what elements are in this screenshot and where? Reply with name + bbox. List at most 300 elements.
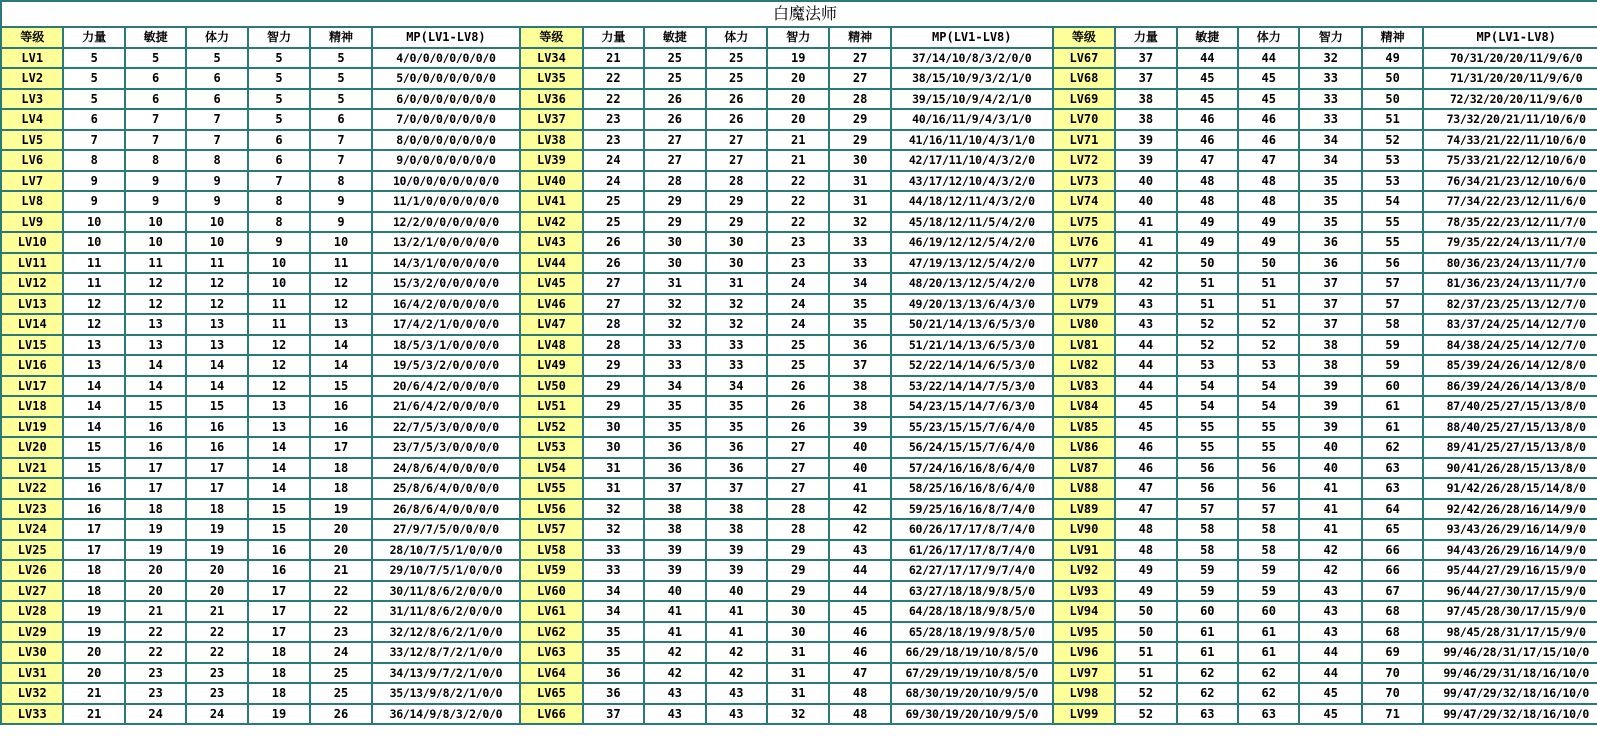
- stat-cell[interactable]: 43: [829, 540, 890, 561]
- column-header[interactable]: 力量: [1115, 27, 1176, 48]
- mp-cell[interactable]: 57/24/16/16/8/6/4/0: [891, 458, 1053, 479]
- stat-cell[interactable]: 14: [125, 355, 186, 376]
- level-cell[interactable]: LV84: [1053, 396, 1115, 417]
- stat-cell[interactable]: 10: [248, 253, 310, 274]
- stat-cell[interactable]: 17: [186, 478, 247, 499]
- stat-cell[interactable]: 59: [1362, 335, 1423, 356]
- stat-cell[interactable]: 15: [310, 376, 371, 397]
- mp-cell[interactable]: 4/0/0/0/0/0/0/0: [372, 48, 521, 69]
- column-header[interactable]: MP(LV1-LV8): [891, 27, 1053, 48]
- stat-cell[interactable]: 36: [829, 335, 890, 356]
- stat-cell[interactable]: 63: [1238, 704, 1299, 725]
- mp-cell[interactable]: 73/32/20/21/11/10/6/0: [1423, 109, 1597, 130]
- stat-cell[interactable]: 34: [829, 273, 890, 294]
- level-cell[interactable]: LV10: [1, 232, 63, 253]
- mp-cell[interactable]: 9/0/0/0/0/0/0/0: [372, 150, 521, 171]
- stat-cell[interactable]: 33: [583, 540, 644, 561]
- stat-cell[interactable]: 20: [63, 663, 124, 684]
- stat-cell[interactable]: 37: [1115, 68, 1176, 89]
- level-cell[interactable]: LV46: [520, 294, 582, 315]
- stat-cell[interactable]: 37: [1299, 314, 1361, 335]
- level-cell[interactable]: LV60: [520, 581, 582, 602]
- mp-cell[interactable]: 17/4/2/1/0/0/0/0: [372, 314, 521, 335]
- mp-cell[interactable]: 64/28/18/18/9/8/5/0: [891, 601, 1053, 622]
- stat-cell[interactable]: 30: [767, 601, 829, 622]
- stat-cell[interactable]: 24: [767, 273, 829, 294]
- stat-cell[interactable]: 38: [1299, 355, 1361, 376]
- level-cell[interactable]: LV41: [520, 191, 582, 212]
- stat-cell[interactable]: 31: [583, 458, 644, 479]
- stat-cell[interactable]: 24: [186, 704, 247, 725]
- stat-cell[interactable]: 32: [1299, 48, 1361, 69]
- mp-cell[interactable]: 71/31/20/20/11/9/6/0: [1423, 68, 1597, 89]
- mp-cell[interactable]: 96/44/27/30/17/15/9/0: [1423, 581, 1597, 602]
- stat-cell[interactable]: 11: [248, 314, 310, 335]
- stat-cell[interactable]: 34: [644, 376, 705, 397]
- stat-cell[interactable]: 33: [829, 253, 890, 274]
- stat-cell[interactable]: 47: [1115, 478, 1176, 499]
- stat-cell[interactable]: 18: [186, 499, 247, 520]
- stat-cell[interactable]: 70: [1362, 663, 1423, 684]
- level-cell[interactable]: LV73: [1053, 171, 1115, 192]
- stat-cell[interactable]: 27: [829, 68, 890, 89]
- stat-cell[interactable]: 39: [644, 540, 705, 561]
- level-cell[interactable]: LV97: [1053, 663, 1115, 684]
- stat-cell[interactable]: 29: [706, 212, 767, 233]
- stat-cell[interactable]: 20: [125, 581, 186, 602]
- stat-cell[interactable]: 55: [1177, 417, 1238, 438]
- stat-cell[interactable]: 12: [186, 294, 247, 315]
- stat-cell[interactable]: 32: [767, 704, 829, 725]
- stat-cell[interactable]: 16: [125, 437, 186, 458]
- stat-cell[interactable]: 26: [706, 89, 767, 110]
- mp-cell[interactable]: 88/40/25/27/15/13/8/0: [1423, 417, 1597, 438]
- stat-cell[interactable]: 50: [1362, 89, 1423, 110]
- level-cell[interactable]: LV79: [1053, 294, 1115, 315]
- stat-cell[interactable]: 44: [829, 560, 890, 581]
- stat-cell[interactable]: 26: [310, 704, 371, 725]
- level-cell[interactable]: LV15: [1, 335, 63, 356]
- level-cell[interactable]: LV33: [1, 704, 63, 725]
- stat-cell[interactable]: 17: [248, 622, 310, 643]
- level-cell[interactable]: LV81: [1053, 335, 1115, 356]
- level-cell[interactable]: LV92: [1053, 560, 1115, 581]
- mp-cell[interactable]: 99/47/29/32/18/16/10/0: [1423, 683, 1597, 704]
- stat-cell[interactable]: 25: [644, 68, 705, 89]
- mp-cell[interactable]: 43/17/12/10/4/3/2/0: [891, 171, 1053, 192]
- stat-cell[interactable]: 19: [310, 499, 371, 520]
- stat-cell[interactable]: 48: [1177, 171, 1238, 192]
- stat-cell[interactable]: 22: [767, 171, 829, 192]
- column-header[interactable]: 体力: [706, 27, 767, 48]
- stat-cell[interactable]: 6: [310, 109, 371, 130]
- mp-cell[interactable]: 42/17/11/10/4/3/2/0: [891, 150, 1053, 171]
- stat-cell[interactable]: 33: [706, 355, 767, 376]
- stat-cell[interactable]: 62: [1362, 437, 1423, 458]
- stat-cell[interactable]: 27: [706, 150, 767, 171]
- stat-cell[interactable]: 12: [248, 335, 310, 356]
- stat-cell[interactable]: 38: [644, 519, 705, 540]
- stat-cell[interactable]: 8: [248, 212, 310, 233]
- level-cell[interactable]: LV70: [1053, 109, 1115, 130]
- level-cell[interactable]: LV67: [1053, 48, 1115, 69]
- level-cell[interactable]: LV66: [520, 704, 582, 725]
- stat-cell[interactable]: 60: [1362, 376, 1423, 397]
- column-header[interactable]: 精神: [829, 27, 890, 48]
- stat-cell[interactable]: 33: [644, 335, 705, 356]
- stat-cell[interactable]: 61: [1238, 622, 1299, 643]
- stat-cell[interactable]: 10: [248, 273, 310, 294]
- stat-cell[interactable]: 63: [1177, 704, 1238, 725]
- stat-cell[interactable]: 46: [1115, 437, 1176, 458]
- mp-cell[interactable]: 72/32/20/20/11/9/6/0: [1423, 89, 1597, 110]
- stat-cell[interactable]: 45: [1238, 89, 1299, 110]
- stat-cell[interactable]: 22: [583, 68, 644, 89]
- level-cell[interactable]: LV47: [520, 314, 582, 335]
- stat-cell[interactable]: 40: [644, 581, 705, 602]
- stat-cell[interactable]: 14: [63, 396, 124, 417]
- stat-cell[interactable]: 42: [1115, 253, 1176, 274]
- stat-cell[interactable]: 9: [310, 191, 371, 212]
- mp-cell[interactable]: 38/15/10/9/3/2/1/0: [891, 68, 1053, 89]
- stat-cell[interactable]: 44: [1115, 376, 1176, 397]
- stat-cell[interactable]: 48: [1238, 171, 1299, 192]
- mp-cell[interactable]: 67/29/19/19/10/8/5/0: [891, 663, 1053, 684]
- stat-cell[interactable]: 13: [125, 335, 186, 356]
- stat-cell[interactable]: 17: [186, 458, 247, 479]
- stat-cell[interactable]: 34: [706, 376, 767, 397]
- column-header[interactable]: 等级: [520, 27, 582, 48]
- stat-cell[interactable]: 20: [767, 109, 829, 130]
- stat-cell[interactable]: 10: [125, 232, 186, 253]
- stat-cell[interactable]: 22: [310, 601, 371, 622]
- stat-cell[interactable]: 31: [644, 273, 705, 294]
- stat-cell[interactable]: 46: [829, 642, 890, 663]
- level-cell[interactable]: LV22: [1, 478, 63, 499]
- level-cell[interactable]: LV50: [520, 376, 582, 397]
- stat-cell[interactable]: 46: [1177, 109, 1238, 130]
- mp-cell[interactable]: 87/40/25/27/15/13/8/0: [1423, 396, 1597, 417]
- stat-cell[interactable]: 41: [706, 601, 767, 622]
- level-cell[interactable]: LV44: [520, 253, 582, 274]
- stat-cell[interactable]: 21: [767, 150, 829, 171]
- level-cell[interactable]: LV65: [520, 683, 582, 704]
- stat-cell[interactable]: 48: [829, 704, 890, 725]
- stat-cell[interactable]: 6: [125, 89, 186, 110]
- stat-cell[interactable]: 58: [1238, 540, 1299, 561]
- stat-cell[interactable]: 41: [1299, 519, 1361, 540]
- level-cell[interactable]: LV88: [1053, 478, 1115, 499]
- column-header[interactable]: 力量: [63, 27, 124, 48]
- mp-cell[interactable]: 5/0/0/0/0/0/0/0: [372, 68, 521, 89]
- mp-cell[interactable]: 11/1/0/0/0/0/0/0: [372, 191, 521, 212]
- level-cell[interactable]: LV85: [1053, 417, 1115, 438]
- stat-cell[interactable]: 46: [1238, 109, 1299, 130]
- level-cell[interactable]: LV94: [1053, 601, 1115, 622]
- stat-cell[interactable]: 23: [125, 683, 186, 704]
- level-cell[interactable]: LV91: [1053, 540, 1115, 561]
- stat-cell[interactable]: 33: [583, 560, 644, 581]
- level-cell[interactable]: LV16: [1, 355, 63, 376]
- stat-cell[interactable]: 5: [310, 68, 371, 89]
- stat-cell[interactable]: 7: [125, 130, 186, 151]
- stat-cell[interactable]: 16: [63, 499, 124, 520]
- stat-cell[interactable]: 55: [1238, 437, 1299, 458]
- stat-cell[interactable]: 12: [248, 355, 310, 376]
- level-cell[interactable]: LV19: [1, 417, 63, 438]
- stat-cell[interactable]: 24: [583, 171, 644, 192]
- mp-cell[interactable]: 85/39/24/26/14/12/8/0: [1423, 355, 1597, 376]
- stat-cell[interactable]: 5: [125, 48, 186, 69]
- level-cell[interactable]: LV29: [1, 622, 63, 643]
- level-cell[interactable]: LV38: [520, 130, 582, 151]
- stat-cell[interactable]: 24: [767, 294, 829, 315]
- mp-cell[interactable]: 52/22/14/14/6/5/3/0: [891, 355, 1053, 376]
- stat-cell[interactable]: 19: [186, 540, 247, 561]
- column-header[interactable]: 力量: [583, 27, 644, 48]
- stat-cell[interactable]: 56: [1238, 478, 1299, 499]
- stat-cell[interactable]: 26: [644, 109, 705, 130]
- level-cell[interactable]: LV51: [520, 396, 582, 417]
- level-cell[interactable]: LV82: [1053, 355, 1115, 376]
- stat-cell[interactable]: 28: [706, 171, 767, 192]
- level-cell[interactable]: LV68: [1053, 68, 1115, 89]
- level-cell[interactable]: LV17: [1, 376, 63, 397]
- stat-cell[interactable]: 10: [63, 232, 124, 253]
- stat-cell[interactable]: 13: [63, 335, 124, 356]
- mp-cell[interactable]: 12/2/0/0/0/0/0/0: [372, 212, 521, 233]
- stat-cell[interactable]: 56: [1238, 458, 1299, 479]
- stat-cell[interactable]: 21: [125, 601, 186, 622]
- stat-cell[interactable]: 34: [583, 601, 644, 622]
- stat-cell[interactable]: 45: [1238, 68, 1299, 89]
- level-cell[interactable]: LV9: [1, 212, 63, 233]
- stat-cell[interactable]: 27: [706, 130, 767, 151]
- mp-cell[interactable]: 23/7/5/3/0/0/0/0: [372, 437, 521, 458]
- stat-cell[interactable]: 37: [583, 704, 644, 725]
- stat-cell[interactable]: 29: [583, 376, 644, 397]
- level-cell[interactable]: LV98: [1053, 683, 1115, 704]
- mp-cell[interactable]: 31/11/8/6/2/0/0/0: [372, 601, 521, 622]
- stat-cell[interactable]: 15: [125, 396, 186, 417]
- stat-cell[interactable]: 31: [583, 478, 644, 499]
- stat-cell[interactable]: 20: [310, 540, 371, 561]
- stat-cell[interactable]: 30: [583, 437, 644, 458]
- stat-cell[interactable]: 37: [1299, 294, 1361, 315]
- stat-cell[interactable]: 7: [63, 130, 124, 151]
- stat-cell[interactable]: 23: [583, 109, 644, 130]
- column-header[interactable]: 敏捷: [644, 27, 705, 48]
- stat-cell[interactable]: 35: [706, 417, 767, 438]
- stat-cell[interactable]: 13: [186, 314, 247, 335]
- stat-cell[interactable]: 36: [1299, 253, 1361, 274]
- mp-cell[interactable]: 78/35/22/23/12/11/7/0: [1423, 212, 1597, 233]
- stat-cell[interactable]: 61: [1177, 642, 1238, 663]
- stat-cell[interactable]: 14: [248, 478, 310, 499]
- stat-cell[interactable]: 7: [310, 150, 371, 171]
- stat-cell[interactable]: 21: [186, 601, 247, 622]
- stat-cell[interactable]: 35: [644, 396, 705, 417]
- column-header[interactable]: 等级: [1, 27, 63, 48]
- stat-cell[interactable]: 42: [644, 642, 705, 663]
- stat-cell[interactable]: 31: [767, 663, 829, 684]
- stat-cell[interactable]: 8: [125, 150, 186, 171]
- stat-cell[interactable]: 37: [1299, 273, 1361, 294]
- level-cell[interactable]: LV18: [1, 396, 63, 417]
- stat-cell[interactable]: 29: [706, 191, 767, 212]
- stat-cell[interactable]: 25: [767, 335, 829, 356]
- mp-cell[interactable]: 99/46/29/31/18/16/10/0: [1423, 663, 1597, 684]
- stat-cell[interactable]: 39: [1115, 150, 1176, 171]
- level-cell[interactable]: LV93: [1053, 581, 1115, 602]
- column-header[interactable]: 敏捷: [125, 27, 186, 48]
- stat-cell[interactable]: 52: [1362, 130, 1423, 151]
- stat-cell[interactable]: 12: [310, 273, 371, 294]
- stat-cell[interactable]: 21: [63, 683, 124, 704]
- level-cell[interactable]: LV4: [1, 109, 63, 130]
- level-cell[interactable]: LV3: [1, 89, 63, 110]
- stat-cell[interactable]: 38: [829, 396, 890, 417]
- stat-cell[interactable]: 41: [1299, 499, 1361, 520]
- stat-cell[interactable]: 24: [767, 314, 829, 335]
- stat-cell[interactable]: 29: [644, 191, 705, 212]
- stat-cell[interactable]: 14: [63, 376, 124, 397]
- level-cell[interactable]: LV24: [1, 519, 63, 540]
- stat-cell[interactable]: 45: [1177, 89, 1238, 110]
- column-header[interactable]: MP(LV1-LV8): [372, 27, 521, 48]
- stat-cell[interactable]: 54: [1177, 376, 1238, 397]
- stat-cell[interactable]: 63: [1362, 478, 1423, 499]
- stat-cell[interactable]: 44: [1115, 355, 1176, 376]
- stat-cell[interactable]: 20: [63, 642, 124, 663]
- mp-cell[interactable]: 22/7/5/3/0/0/0/0: [372, 417, 521, 438]
- stat-cell[interactable]: 35: [1299, 171, 1361, 192]
- stat-cell[interactable]: 19: [125, 540, 186, 561]
- stat-cell[interactable]: 39: [644, 560, 705, 581]
- stat-cell[interactable]: 45: [1299, 683, 1361, 704]
- stat-cell[interactable]: 25: [644, 48, 705, 69]
- stat-cell[interactable]: 29: [644, 212, 705, 233]
- level-cell[interactable]: LV58: [520, 540, 582, 561]
- stat-cell[interactable]: 19: [248, 704, 310, 725]
- stat-cell[interactable]: 11: [63, 273, 124, 294]
- stat-cell[interactable]: 30: [706, 253, 767, 274]
- stat-cell[interactable]: 43: [1115, 314, 1176, 335]
- stat-cell[interactable]: 13: [248, 417, 310, 438]
- stat-cell[interactable]: 8: [310, 171, 371, 192]
- stat-cell[interactable]: 15: [63, 437, 124, 458]
- stat-cell[interactable]: 15: [186, 396, 247, 417]
- stat-cell[interactable]: 7: [248, 171, 310, 192]
- level-cell[interactable]: LV23: [1, 499, 63, 520]
- level-cell[interactable]: LV5: [1, 130, 63, 151]
- column-header[interactable]: MP(LV1-LV8): [1423, 27, 1597, 48]
- stat-cell[interactable]: 29: [829, 130, 890, 151]
- stat-cell[interactable]: 62: [1177, 683, 1238, 704]
- mp-cell[interactable]: 61/26/17/17/8/7/4/0: [891, 540, 1053, 561]
- stat-cell[interactable]: 6: [248, 130, 310, 151]
- stat-cell[interactable]: 53: [1362, 171, 1423, 192]
- stat-cell[interactable]: 52: [1177, 314, 1238, 335]
- mp-cell[interactable]: 99/47/29/32/18/16/10/0: [1423, 704, 1597, 725]
- mp-cell[interactable]: 44/18/12/11/4/3/2/0: [891, 191, 1053, 212]
- stat-cell[interactable]: 48: [829, 683, 890, 704]
- mp-cell[interactable]: 77/34/22/23/12/11/6/0: [1423, 191, 1597, 212]
- stat-cell[interactable]: 44: [1177, 48, 1238, 69]
- stat-cell[interactable]: 26: [644, 89, 705, 110]
- stat-cell[interactable]: 12: [63, 314, 124, 335]
- mp-cell[interactable]: 40/16/11/9/4/3/1/0: [891, 109, 1053, 130]
- stat-cell[interactable]: 59: [1177, 581, 1238, 602]
- level-cell[interactable]: LV28: [1, 601, 63, 622]
- column-header[interactable]: 智力: [767, 27, 829, 48]
- level-cell[interactable]: LV36: [520, 89, 582, 110]
- stat-cell[interactable]: 16: [186, 417, 247, 438]
- stat-cell[interactable]: 25: [767, 355, 829, 376]
- stat-cell[interactable]: 7: [186, 130, 247, 151]
- stat-cell[interactable]: 9: [125, 191, 186, 212]
- stat-cell[interactable]: 62: [1177, 663, 1238, 684]
- stat-cell[interactable]: 21: [63, 704, 124, 725]
- stat-cell[interactable]: 26: [583, 232, 644, 253]
- stat-cell[interactable]: 19: [63, 622, 124, 643]
- stat-cell[interactable]: 39: [706, 560, 767, 581]
- stat-cell[interactable]: 29: [583, 355, 644, 376]
- stat-cell[interactable]: 20: [186, 581, 247, 602]
- level-cell[interactable]: LV90: [1053, 519, 1115, 540]
- stat-cell[interactable]: 19: [186, 519, 247, 540]
- mp-cell[interactable]: 92/42/26/28/16/14/9/0: [1423, 499, 1597, 520]
- mp-cell[interactable]: 82/37/23/25/13/12/7/0: [1423, 294, 1597, 315]
- stat-cell[interactable]: 52: [1238, 314, 1299, 335]
- stat-cell[interactable]: 41: [1115, 212, 1176, 233]
- stat-cell[interactable]: 31: [706, 273, 767, 294]
- stat-cell[interactable]: 18: [248, 663, 310, 684]
- stat-cell[interactable]: 42: [706, 663, 767, 684]
- level-cell[interactable]: LV74: [1053, 191, 1115, 212]
- stat-cell[interactable]: 68: [1362, 601, 1423, 622]
- mp-cell[interactable]: 16/4/2/0/0/0/0/0: [372, 294, 521, 315]
- stat-cell[interactable]: 14: [310, 335, 371, 356]
- stat-cell[interactable]: 57: [1177, 499, 1238, 520]
- stat-cell[interactable]: 45: [1115, 417, 1176, 438]
- column-header[interactable]: 智力: [1299, 27, 1361, 48]
- stat-cell[interactable]: 43: [644, 704, 705, 725]
- stat-cell[interactable]: 51: [1238, 273, 1299, 294]
- stat-cell[interactable]: 32: [706, 294, 767, 315]
- stat-cell[interactable]: 23: [583, 130, 644, 151]
- stat-cell[interactable]: 13: [310, 314, 371, 335]
- level-cell[interactable]: LV57: [520, 519, 582, 540]
- mp-cell[interactable]: 83/37/24/25/14/12/7/0: [1423, 314, 1597, 335]
- stat-cell[interactable]: 41: [829, 478, 890, 499]
- stat-cell[interactable]: 43: [706, 683, 767, 704]
- stat-cell[interactable]: 31: [767, 642, 829, 663]
- stat-cell[interactable]: 34: [583, 581, 644, 602]
- stat-cell[interactable]: 50: [1177, 253, 1238, 274]
- level-cell[interactable]: LV53: [520, 437, 582, 458]
- stat-cell[interactable]: 14: [63, 417, 124, 438]
- stat-cell[interactable]: 61: [1362, 396, 1423, 417]
- stat-cell[interactable]: 20: [186, 560, 247, 581]
- stat-cell[interactable]: 23: [767, 253, 829, 274]
- stat-cell[interactable]: 56: [1362, 253, 1423, 274]
- stat-cell[interactable]: 41: [644, 601, 705, 622]
- stat-cell[interactable]: 56: [1177, 458, 1238, 479]
- stat-cell[interactable]: 5: [63, 48, 124, 69]
- stat-cell[interactable]: 9: [186, 191, 247, 212]
- stat-cell[interactable]: 47: [829, 663, 890, 684]
